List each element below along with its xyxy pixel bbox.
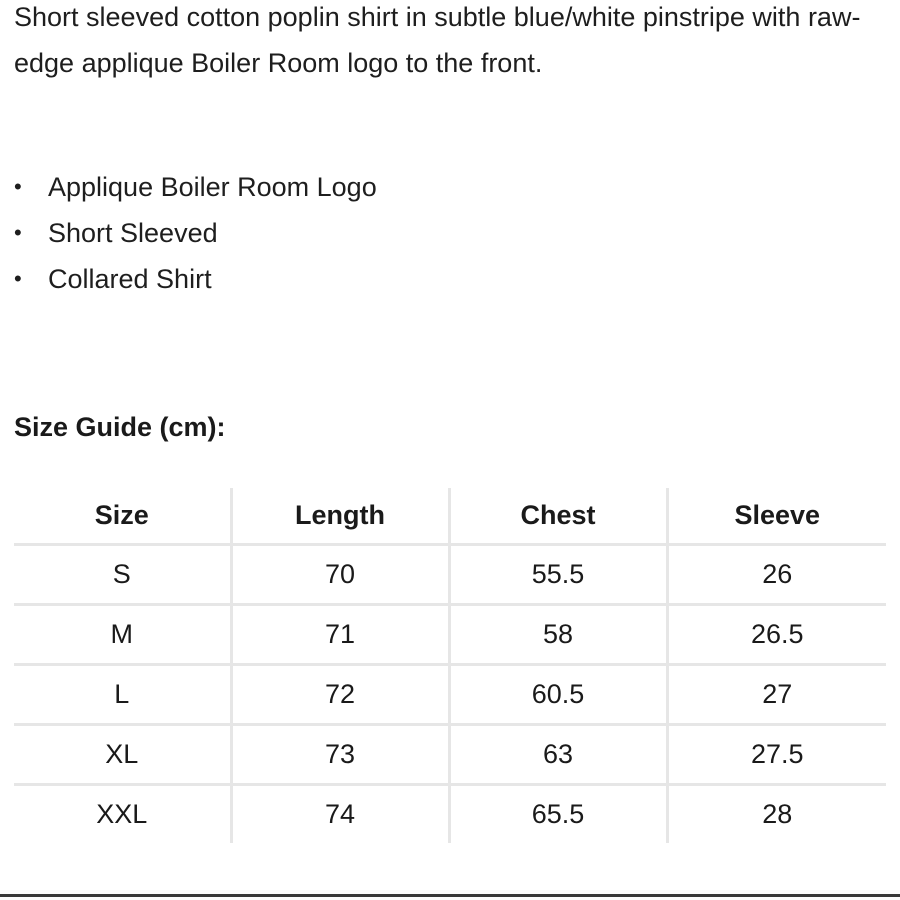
size-guide-table bbox=[14, 488, 886, 843]
bullet-icon: • bbox=[14, 266, 22, 291]
feature-label: Short Sleeved bbox=[48, 218, 218, 248]
column-header-sleeve: Sleeve bbox=[667, 488, 886, 545]
table-row bbox=[14, 665, 886, 725]
feature-item bbox=[14, 210, 377, 256]
cell-size: XXL bbox=[14, 785, 231, 844]
feature-list bbox=[14, 164, 377, 302]
feature-label: Applique Boiler Room Logo bbox=[48, 172, 377, 202]
cell-sleeve: 27 bbox=[667, 665, 886, 725]
product-description: Short sleeved cotton poplin shirt in subtle blue/white pinstripe with raw-edge applique Boiler Room logo to the front. bbox=[14, 2, 861, 78]
cell-length: 73 bbox=[231, 725, 449, 785]
cell-size: S bbox=[14, 545, 231, 605]
cell-length: 74 bbox=[231, 785, 449, 844]
feature-label: Collared Shirt bbox=[48, 264, 212, 294]
cell-size: M bbox=[14, 605, 231, 665]
cell-size: XL bbox=[14, 725, 231, 785]
cell-length: 70 bbox=[231, 545, 449, 605]
table-row bbox=[14, 545, 886, 605]
bullet-icon: • bbox=[14, 174, 22, 199]
bullet-icon: • bbox=[14, 220, 22, 245]
cell-sleeve: 27.5 bbox=[667, 725, 886, 785]
cell-length: 71 bbox=[231, 605, 449, 665]
column-header-size: Size bbox=[14, 488, 231, 545]
size-guide-heading: Size Guide (cm): bbox=[14, 412, 226, 442]
cell-size: L bbox=[14, 665, 231, 725]
cell-chest: 58 bbox=[449, 605, 667, 665]
table-row bbox=[14, 785, 886, 844]
cell-chest: 65.5 bbox=[449, 785, 667, 844]
column-header-chest: Chest bbox=[449, 488, 667, 545]
cell-sleeve: 26.5 bbox=[667, 605, 886, 665]
column-header-length: Length bbox=[231, 488, 449, 545]
table-row bbox=[14, 605, 886, 665]
cell-sleeve: 26 bbox=[667, 545, 886, 605]
bottom-divider bbox=[0, 894, 900, 897]
table-row bbox=[14, 725, 886, 785]
table-header-row bbox=[14, 488, 886, 545]
cell-length: 72 bbox=[231, 665, 449, 725]
cell-sleeve: 28 bbox=[762, 799, 793, 829]
feature-item bbox=[14, 164, 377, 210]
feature-item bbox=[14, 256, 377, 302]
cell-chest: 60.5 bbox=[449, 665, 667, 725]
cell-chest: 63 bbox=[449, 725, 667, 785]
cell-chest: 55.5 bbox=[449, 545, 667, 605]
